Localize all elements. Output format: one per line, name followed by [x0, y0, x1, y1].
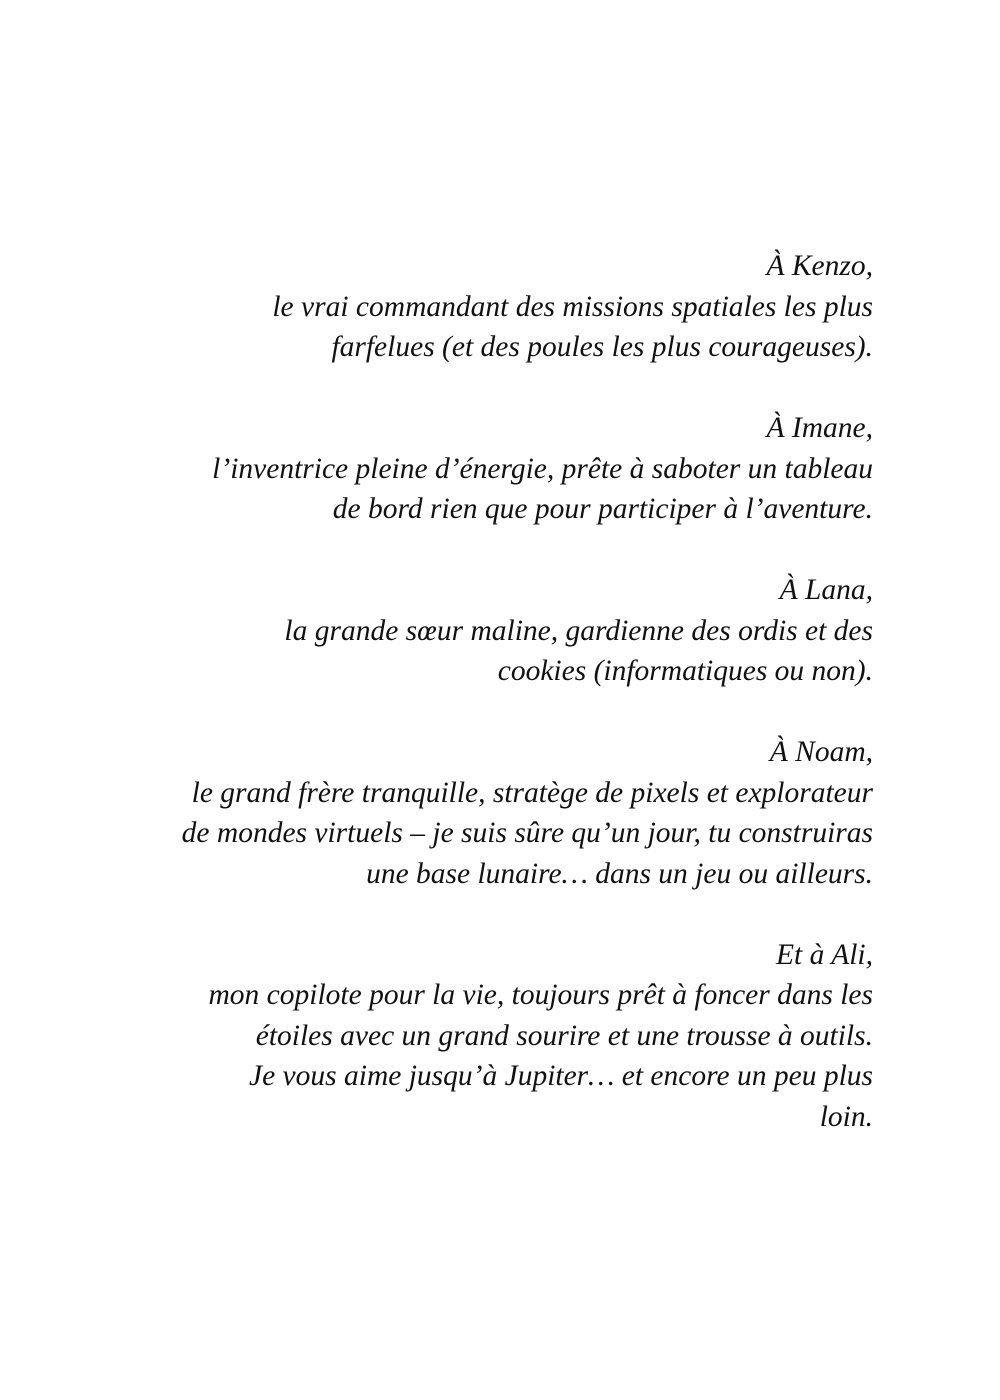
dedication-line: la grande sœur maline, gardienne des ordis et des [284, 614, 873, 647]
dedication-line: cookies (informatiques ou non). [497, 655, 873, 687]
dedication-line: le grand frère tranquille, stratège de pixels et explorateur [191, 776, 873, 809]
dedication-line: Et à Ali, [776, 938, 873, 971]
dedication-line: étoiles avec un grand sourire et une trousse à outils. [255, 1019, 873, 1052]
dedication-line: À Kenzo, [766, 250, 873, 282]
dedication-line: de mondes virtuels – je suis sûre qu’un jour, tu construiras [181, 817, 873, 849]
dedication-kenzo [113, 246, 873, 368]
dedication-line: le vrai commandant des missions spatiales les plus [272, 290, 873, 323]
dedication-line: Je vous aime jusqu’à Jupiter… et encore un peu plus [249, 1060, 873, 1092]
dedication-line: À Imane, [766, 412, 873, 444]
dedication-line: À Noam, [769, 736, 873, 768]
dedication-line: loin. [819, 1100, 873, 1133]
dedication-ali [113, 935, 873, 1138]
dedication-text [113, 246, 873, 1137]
dedication-line: de bord rien que pour participer à l’aventure. [332, 493, 873, 525]
dedication-line: farfelues (et des poules les plus courageuses). [331, 331, 873, 363]
dedication-imane [113, 408, 873, 530]
dedication-line: mon copilote pour la vie, toujours prêt à foncer dans les [208, 979, 873, 1011]
dedication-noam [113, 732, 873, 894]
dedication-line: l’inventrice pleine d’énergie, prête à saboter un tableau [212, 452, 873, 485]
dedication-lana [113, 570, 873, 692]
dedication-line: À Lana, [779, 574, 873, 606]
dedication-line: une base lunaire… dans un jeu ou ailleurs. [366, 857, 873, 890]
